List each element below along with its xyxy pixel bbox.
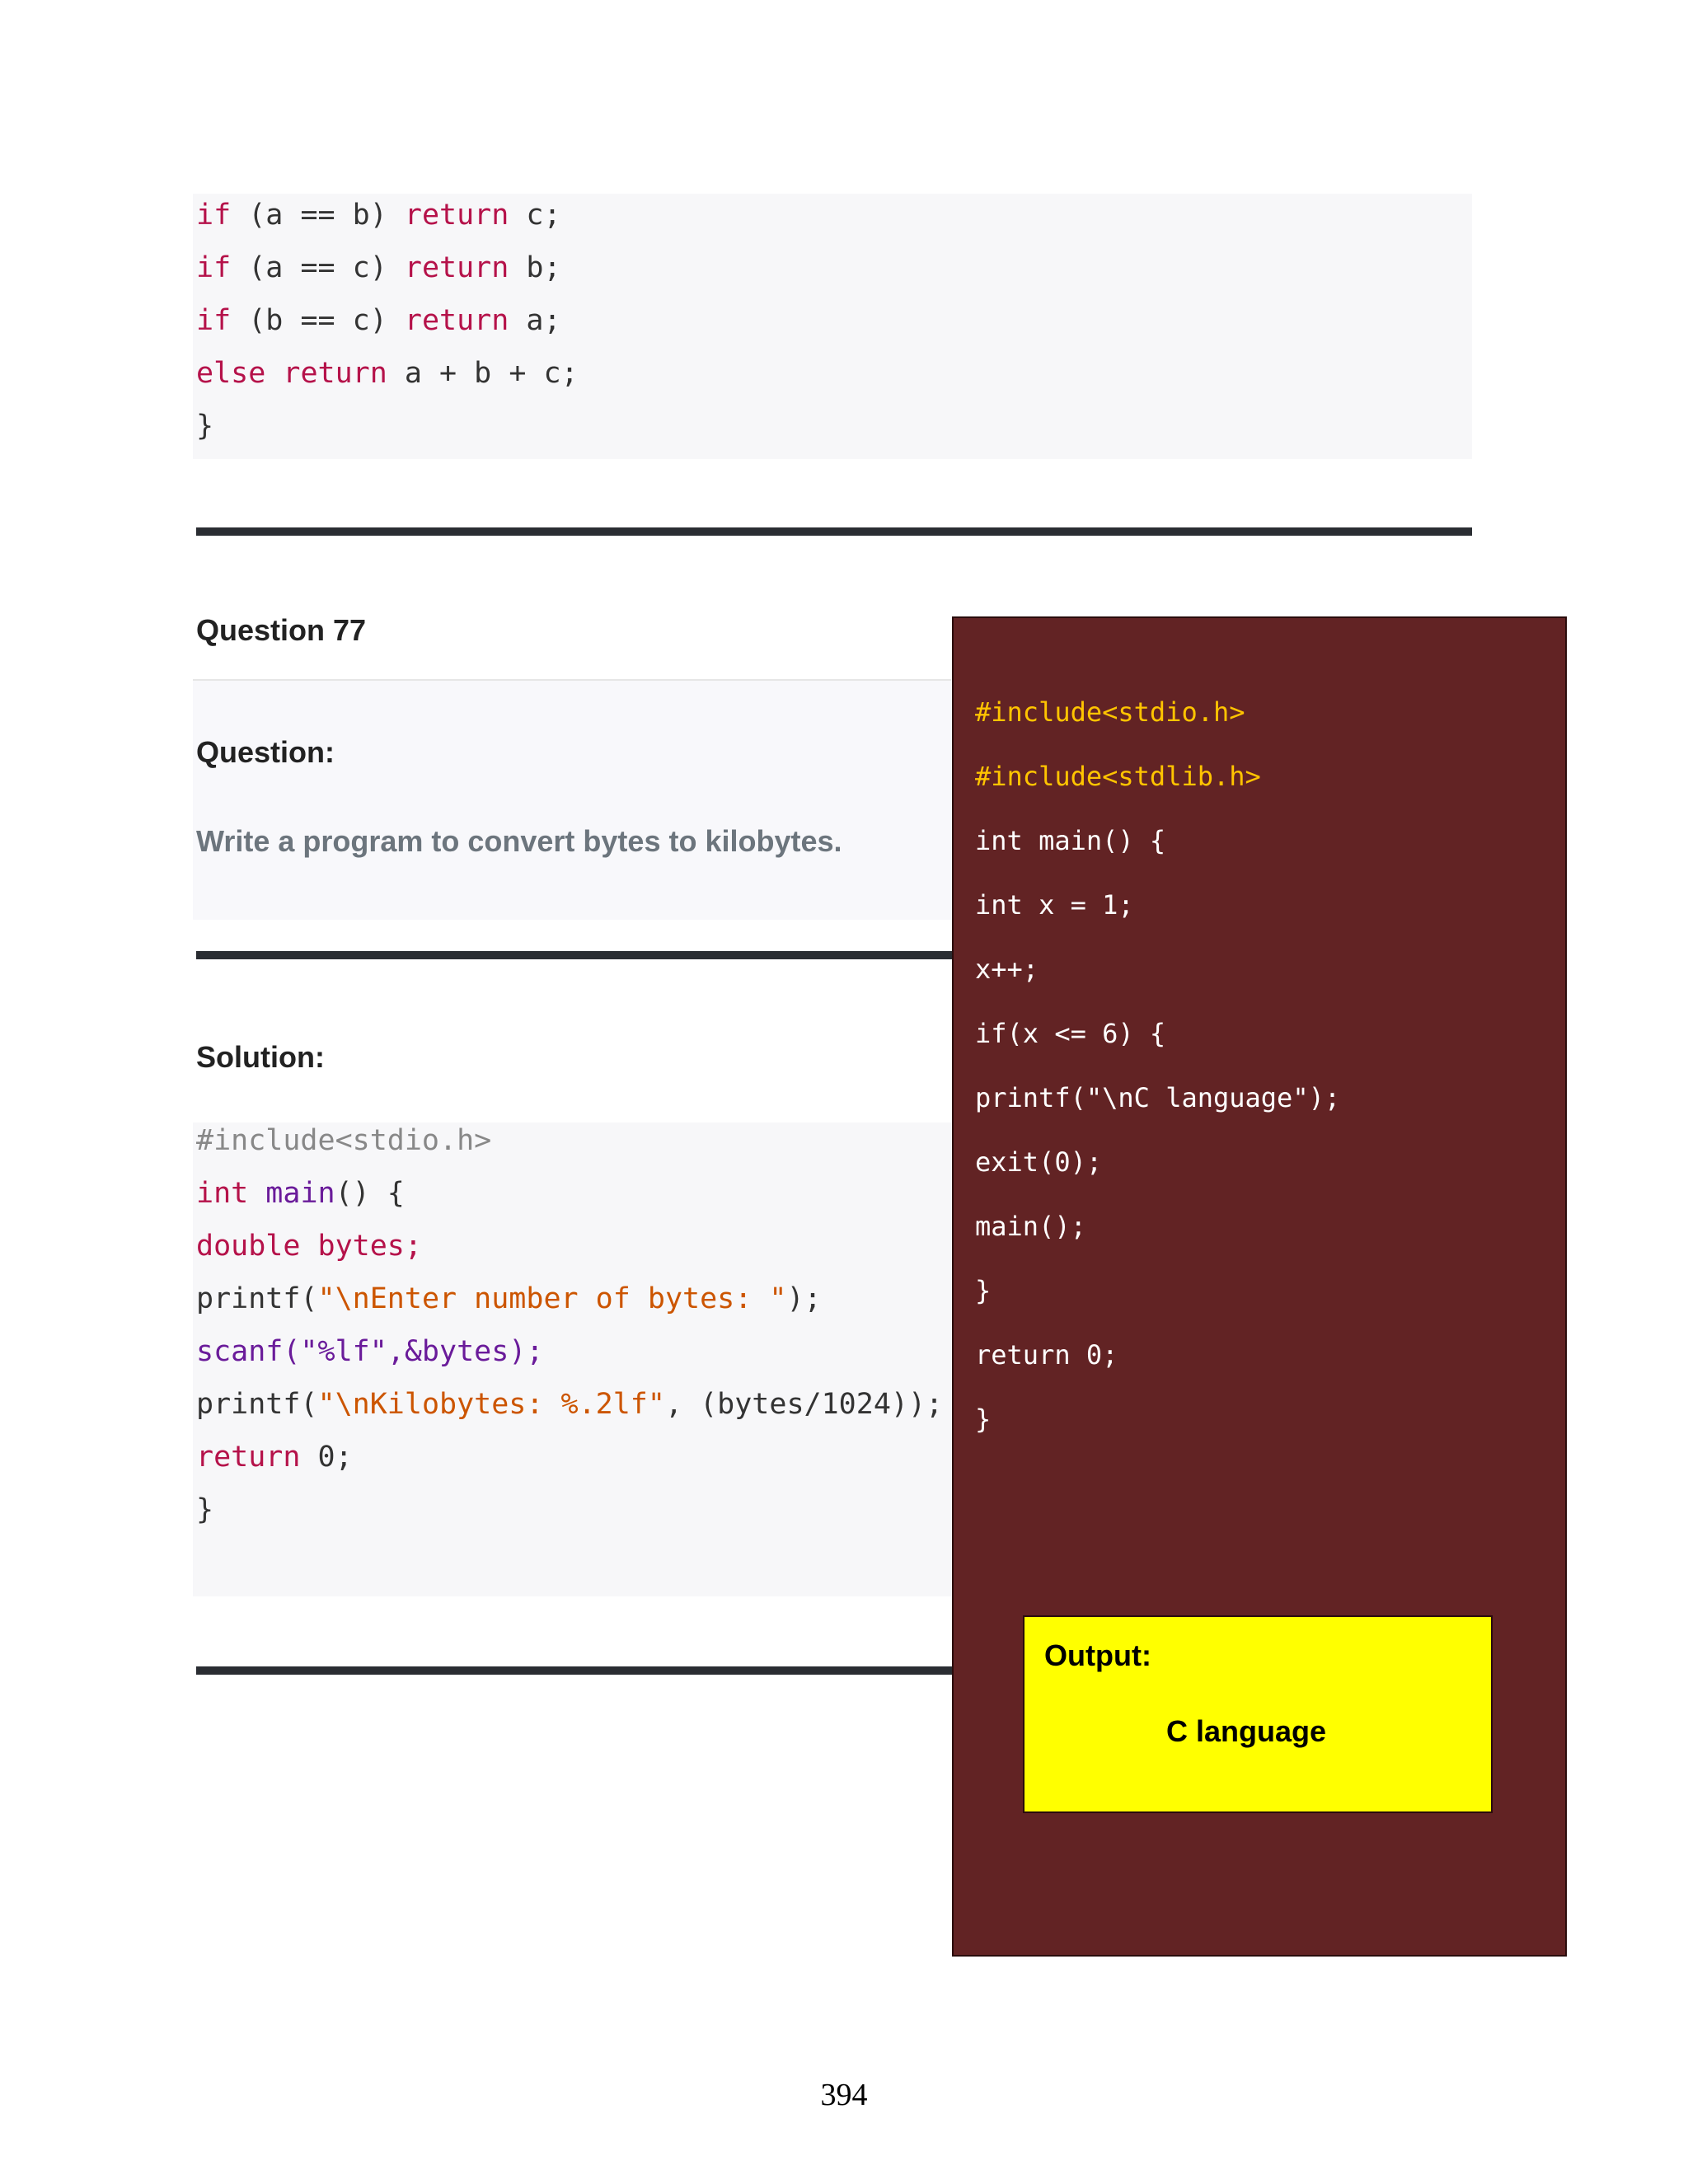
code-token: else bbox=[196, 357, 266, 390]
code-token: (a == b) bbox=[231, 199, 405, 232]
code-line bbox=[196, 408, 213, 444]
output-value: C language bbox=[1166, 1714, 1327, 1748]
side-code-line: } bbox=[975, 1404, 992, 1435]
code-token: scanf("%lf",&bytes); bbox=[196, 1335, 544, 1368]
code-token: } bbox=[196, 1493, 214, 1526]
code-token: printf( bbox=[196, 1388, 318, 1421]
code-token: return bbox=[196, 1441, 301, 1474]
side-code-line: return 0; bbox=[975, 1339, 1118, 1371]
side-code-line: #include<stdlib.h> bbox=[975, 761, 1261, 792]
code-token: return bbox=[283, 357, 387, 390]
code-token: c; bbox=[509, 199, 561, 232]
code-line bbox=[196, 1175, 405, 1212]
side-code-line: } bbox=[975, 1275, 992, 1306]
code-token: a; bbox=[509, 304, 561, 337]
code-token: return bbox=[404, 304, 509, 337]
code-token: return bbox=[404, 199, 509, 232]
output-label: Output: bbox=[1044, 1638, 1151, 1672]
code-token: printf( bbox=[196, 1282, 318, 1315]
code-token: int bbox=[196, 1177, 249, 1210]
divider-rule-question bbox=[196, 951, 954, 959]
code-token: "\nKilobytes: %.2lf" bbox=[317, 1388, 665, 1421]
code-token: b; bbox=[509, 251, 561, 284]
side-code-line: printf("\nC language"); bbox=[975, 1082, 1341, 1113]
side-code-line: x++; bbox=[975, 954, 1039, 985]
code-block-top bbox=[193, 194, 1472, 459]
code-token: } bbox=[196, 410, 214, 443]
code-token: double bytes; bbox=[196, 1230, 422, 1263]
question-label: Question: bbox=[196, 735, 335, 769]
code-token: return bbox=[404, 251, 509, 284]
question-area bbox=[193, 681, 951, 920]
question-title: Question 77 bbox=[196, 613, 367, 647]
code-line bbox=[196, 250, 561, 286]
code-line bbox=[196, 1281, 822, 1317]
solution-label: Solution: bbox=[196, 1040, 325, 1074]
side-code-line: main(); bbox=[975, 1211, 1086, 1242]
side-code-line: int main() { bbox=[975, 825, 1166, 856]
code-token: (b == c) bbox=[231, 304, 405, 337]
code-token: a + b + c; bbox=[387, 357, 579, 390]
code-block-solution bbox=[193, 1122, 951, 1596]
code-line bbox=[196, 1492, 213, 1528]
code-line bbox=[196, 1333, 543, 1370]
side-code-line: exit(0); bbox=[975, 1146, 1103, 1178]
side-code-line: #include<stdio.h> bbox=[975, 696, 1245, 728]
code-token: , (bytes/1024)); bbox=[664, 1388, 944, 1421]
code-token: #include<stdio.h> bbox=[196, 1124, 492, 1157]
question-text: Write a program to convert bytes to kilobytes. bbox=[196, 824, 842, 858]
code-token bbox=[265, 357, 283, 390]
output-box bbox=[1023, 1615, 1493, 1813]
code-line bbox=[196, 1439, 353, 1475]
divider-rule-top bbox=[196, 527, 1472, 536]
code-line bbox=[196, 1122, 491, 1159]
code-line bbox=[196, 197, 561, 233]
code-token: ); bbox=[786, 1282, 822, 1315]
code-line bbox=[196, 1228, 422, 1264]
code-token: "\nEnter number of bytes: " bbox=[317, 1282, 787, 1315]
side-code-line: if(x <= 6) { bbox=[975, 1018, 1166, 1049]
code-token: 0; bbox=[300, 1441, 353, 1474]
code-line bbox=[196, 1386, 943, 1422]
code-token: if bbox=[196, 199, 232, 232]
code-token bbox=[248, 1177, 265, 1210]
code-token: (a == c) bbox=[231, 251, 405, 284]
code-line bbox=[196, 355, 579, 391]
code-token: () { bbox=[335, 1177, 405, 1210]
code-token: if bbox=[196, 304, 232, 337]
divider-rule-solution bbox=[196, 1666, 954, 1675]
code-token: main bbox=[265, 1177, 335, 1210]
code-line bbox=[196, 302, 561, 339]
code-token: if bbox=[196, 251, 232, 284]
side-code-panel bbox=[952, 616, 1567, 1957]
side-code-line: int x = 1; bbox=[975, 889, 1134, 921]
page-number: 394 bbox=[820, 2078, 868, 2112]
